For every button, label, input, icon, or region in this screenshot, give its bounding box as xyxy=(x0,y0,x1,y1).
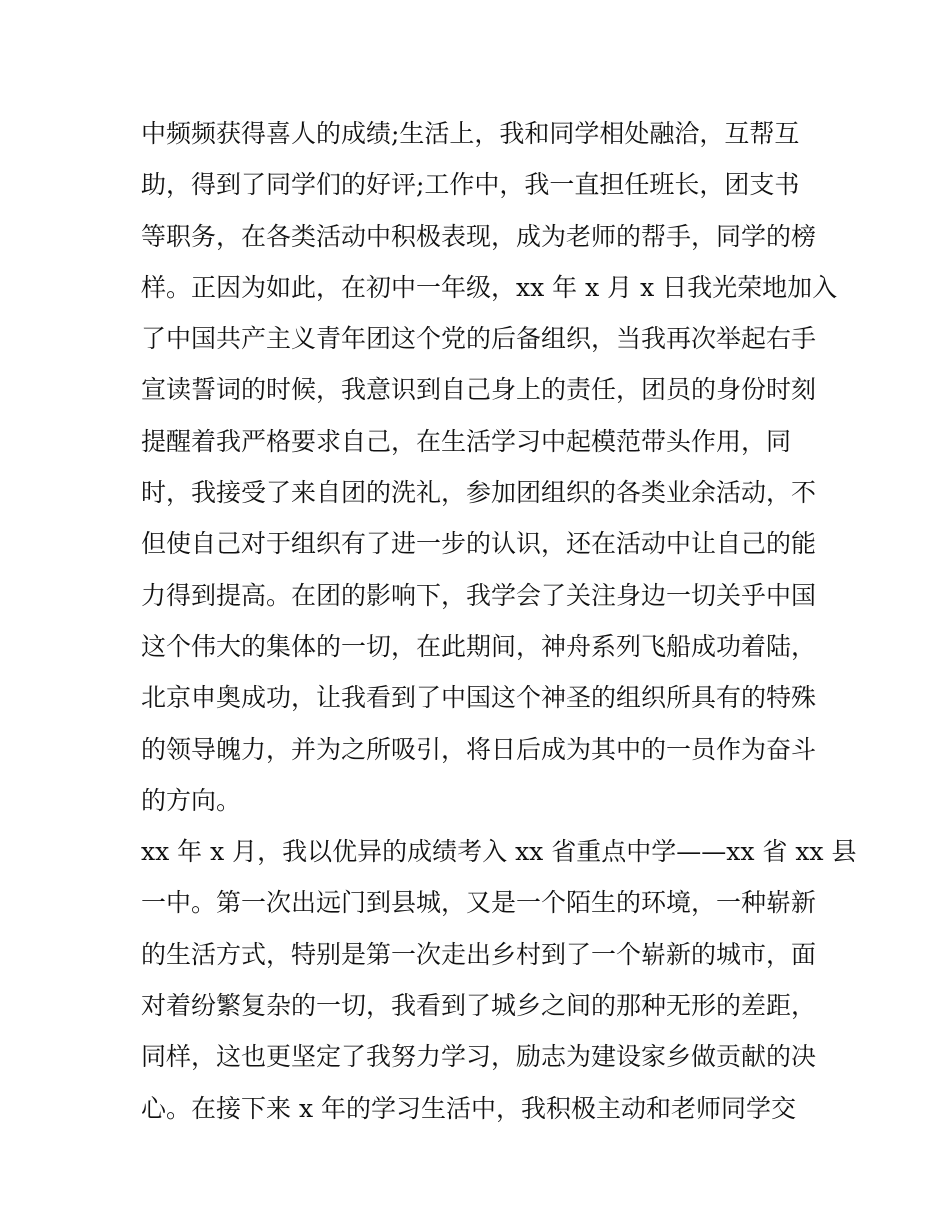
text-line: 这个伟大的集体的一切，在此期间，神舟系列飞船成功着陆， xyxy=(141,631,817,661)
text-line: 等职务，在各类活动中积极表现，成为老师的帮手，同学的榜 xyxy=(141,221,817,251)
text-line: 一中。第一次出远门到县城，又是一个陌生的环境，一种崭新 xyxy=(141,888,817,918)
text-line: 助，得到了同学们的好评;工作中，我一直担任班长，团支书 xyxy=(141,170,800,200)
text-line: 同样，这也更坚定了我努力学习，励志为建设家乡做贡献的决 xyxy=(141,1042,817,1072)
text-line: 宣读誓词的时候，我意识到自己身上的责任，团员的身份时刻 xyxy=(141,375,817,405)
text-line: 力得到提高。在团的影响下，我学会了关注身边一切关乎中国 xyxy=(141,580,817,610)
text-line: 提醒着我严格要求自己，在生活学习中起模范带头作用，同 xyxy=(141,426,792,456)
text-line: 样。正因为如此，在初中一年级，xx 年 x 月 x 日我光荣地加入 xyxy=(141,272,838,302)
text-line: 时，我接受了来自团的洗礼，参加团组织的各类业余活动，不 xyxy=(141,478,817,508)
text-line: 的生活方式，特别是第一次走出乡村到了一个崭新的城市，面 xyxy=(141,939,817,969)
text-line: 的方向。 xyxy=(141,785,242,815)
text-line: 对着纷繁复杂的一切，我看到了城乡之间的那种无形的差距， xyxy=(141,991,817,1021)
text-line: 中频频获得喜人的成绩;生活上，我和同学相处融洽，互帮互 xyxy=(141,119,800,148)
text-line: 心。在接下来 x 年的学习生活中，我积极主动和老师同学交 xyxy=(141,1093,796,1123)
text-line: 北京申奥成功，让我看到了中国这个神圣的组织所具有的特殊 xyxy=(141,683,817,713)
body-text xyxy=(141,108,857,1134)
text-line: 了中国共产主义青年团这个党的后备组织，当我再次举起右手 xyxy=(141,324,817,354)
text-line: 的领导魄力，并为之所吸引，将日后成为其中的一员作为奋斗 xyxy=(141,734,817,764)
text-line: xx 年 x 月，我以优异的成绩考入 xx 省重点中学——xx 省 xx 县 xyxy=(141,837,857,867)
text-line: 但使自己对于组织有了进一步的认识，还在活动中让自己的能 xyxy=(141,529,817,559)
